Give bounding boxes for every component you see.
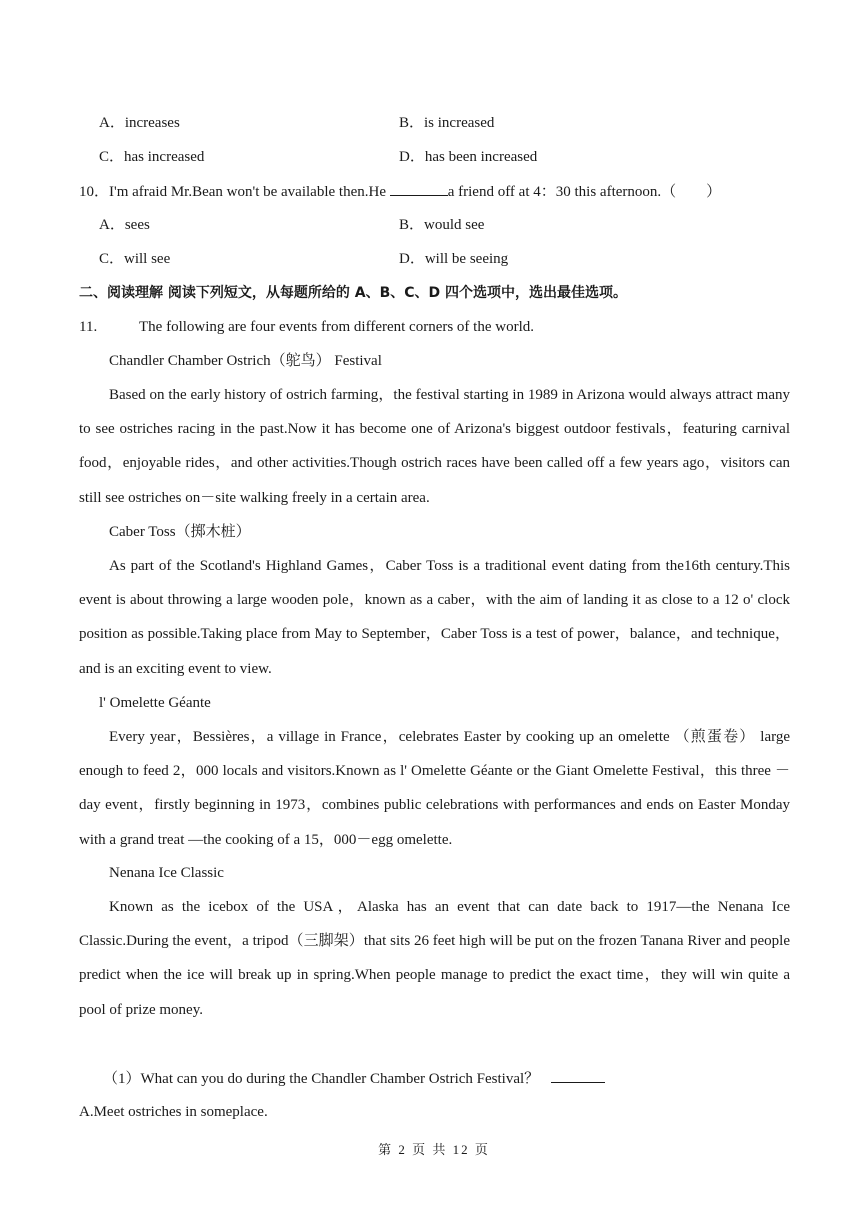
section2-title: 二、阅读理解 阅读下列短文，从每题所给的 A、B、C、D 四个选项中，选出最佳选项。	[79, 285, 628, 301]
q11-sub1-answer-blank[interactable]	[551, 1068, 605, 1083]
q10-option-a[interactable]: A．sees	[99, 217, 150, 233]
q10-option-c[interactable]: C．will see	[99, 251, 171, 267]
q10-answer-blank[interactable]	[390, 181, 448, 196]
event4-body	[79, 890, 790, 1027]
event3-body	[79, 720, 790, 857]
q11-sub1-question	[103, 1068, 605, 1089]
q9-option-d[interactable]: D．has been increased	[399, 149, 538, 165]
q10-option-b[interactable]: B．would see	[399, 217, 485, 233]
event1-body-text: Based on the early history of ostrich farming，the festival starting in 1989 in Arizona would always attract many to see ostriches racing in the past.Now it has become one of Arizona's biggest outdoor festivals，featuring carnival food，enjoyable rides，and other activities.Though ostrich races have been called off a few years ago，visitors can still see ostriches on－site walking freely in a certain area.	[79, 387, 790, 506]
event4-title: Nenana Ice Classic	[109, 865, 224, 881]
event2-body	[79, 549, 790, 686]
q11-number: 11.	[79, 319, 98, 335]
event1-body	[79, 378, 790, 515]
q10-stem-post: a friend off at 4：30 this afternoon.（ ）	[447, 184, 722, 200]
q11-intro: The following are four events from different corners of the world.	[139, 319, 535, 335]
event3-title: l' Omelette Géante	[99, 695, 211, 711]
event3-body-text: Every year，Bessières，a village in France，celebrates Easter by cooking up an omelette （煎蛋卷） large enough to feed 2，000 locals and visitors.Known as l' Omelette Géante or the Giant Omelette Festival，this three －day event，firstly beginning in 1973，combines public celebrations with performances and ends on Easter Monday with a grand treat —the cooking of a 15，000－egg omelette.	[79, 729, 790, 848]
q9-option-b[interactable]: B．is increased	[399, 115, 495, 131]
event2-body-text: As part of the Scotland's Highland Games，Caber Toss is a traditional event dating from the16th century.This event is about throwing a large wooden pole，known as a caber，with the aim of landing it as close to a 12 o' clock position as possible.Taking place from May to September，Caber Toss is a test of power，balance，and technique，and is an exciting event to view.	[79, 558, 790, 677]
q10-option-d[interactable]: D．will be seeing	[399, 251, 509, 267]
q11-sub1-text: （1）What can you do during the Chandler Chamber Ostrich Festival？	[103, 1071, 540, 1087]
q10-stem-pre: 10．I'm afraid Mr.Bean won't be available then.He	[79, 184, 390, 200]
page-footer: 第 2 页 共 12 页	[378, 1142, 490, 1157]
event2-title: Caber Toss（掷木桩）	[109, 524, 251, 540]
q9-option-a[interactable]: A．increases	[99, 115, 180, 131]
event4-body-text: Known as the icebox of the USA，Alaska has an event that can date back to 1917—the Nenana Ice Classic.During the event，a tripod（三脚架）that sits 26 feet high will be put on the frozen Tanana River and people predict when the ice will break up in spring.When people manage to predict the exact time，they will win quite a pool of prize money.	[79, 899, 790, 1018]
q10-stem	[79, 181, 721, 202]
event1-title: Chandler Chamber Ostrich（鸵鸟） Festival	[109, 353, 382, 369]
q9-option-c[interactable]: C．has increased	[99, 149, 205, 165]
q11-sub1-option-a[interactable]: A.Meet ostriches in someplace.	[79, 1104, 268, 1120]
